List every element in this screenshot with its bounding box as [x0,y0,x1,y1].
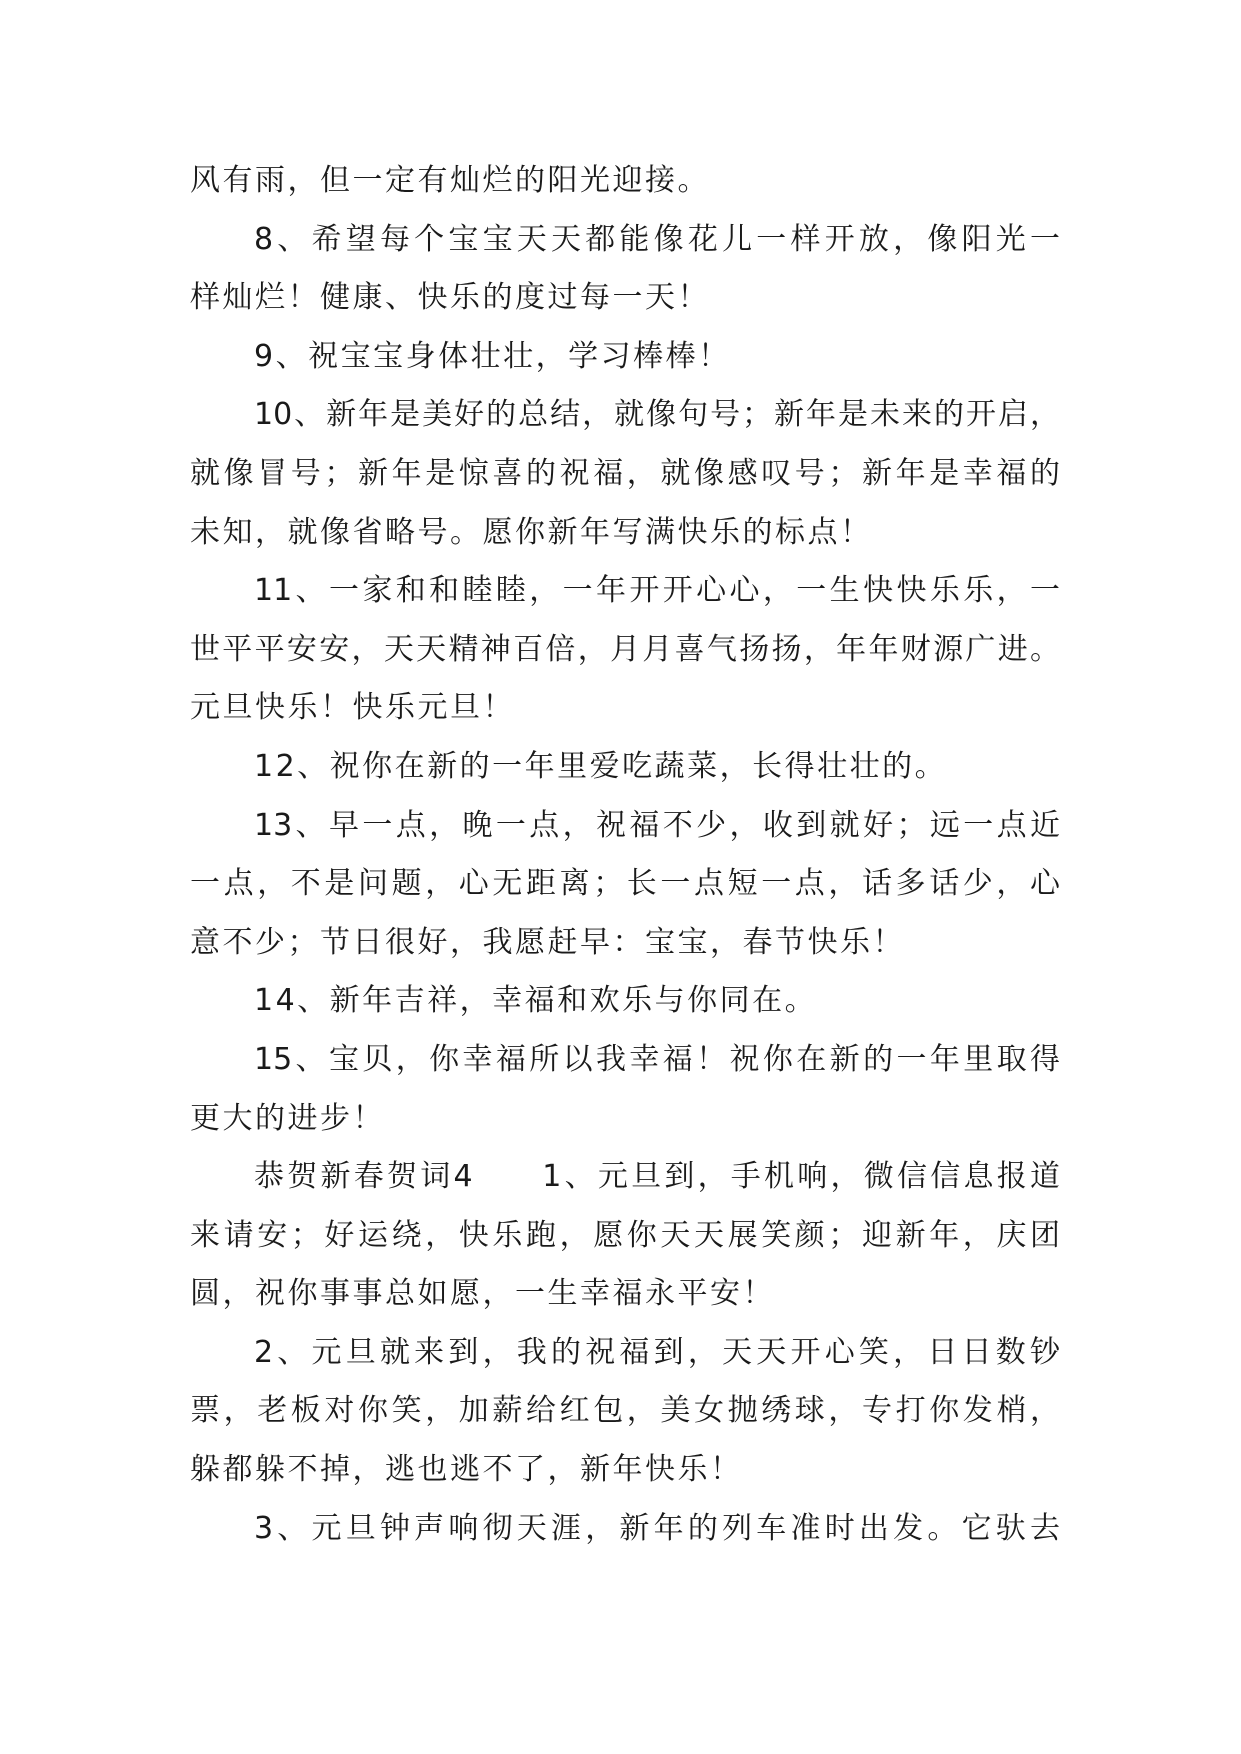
text-line: 更大的进步！ [190,1100,385,1136]
text-line: 圆，祝你事事总如愿，一生幸福永平安！ [190,1276,775,1312]
section-heading-line: 恭贺新春贺词4 1、元旦到，手机响，微信信息报道 [254,1159,1060,1195]
text-line: 12、祝你在新的一年里爱吃蔬菜，长得壮壮的。 [254,748,948,784]
text-line: 8、希望每个宝宝天天都能像花儿一样开放，像阳光一 [254,221,1060,257]
text-line: 样灿烂！健康、快乐的度过每一天！ [190,280,710,316]
text-line: 15、宝贝，你幸福所以我幸福！祝你在新的一年里取得 [254,1041,1060,1077]
text-line: 票，老板对你笑，加薪给红包，美女抛绣球，专打你发梢， [190,1393,1060,1429]
text-line: 9、祝宝宝身体壮壮，学习棒棒！ [254,338,731,374]
text-line: 世平平安安，天天精神百倍，月月喜气扬扬，年年财源广进。 [190,631,1060,667]
text-line: 意不少；节日很好，我愿赶早：宝宝，春节快乐！ [190,924,905,960]
text-line: 就像冒号；新年是惊喜的祝福，就像感叹号；新年是幸福的 [190,455,1060,491]
text-line: 3、元旦钟声响彻天涯，新年的列车准时出发。它驮去 [254,1510,1060,1546]
text-line: 风有雨，但一定有灿烂的阳光迎接。 [190,163,710,198]
text-line: 未知，就像省略号。愿你新年写满快乐的标点！ [190,514,873,550]
text-line: 10、新年是美好的总结，就像句号；新年是未来的开启， [254,397,1060,433]
document-body [190,152,1060,1558]
text-line: 13、早一点，晚一点，祝福不少，收到就好；远一点近 [254,807,1060,843]
text-line: 元旦快乐！快乐元旦！ [190,690,515,726]
text-line: 一点，不是问题，心无距离；长一点短一点，话多话少，心 [190,866,1060,902]
text-line: 11、一家和和睦睦，一年开开心心，一生快快乐乐，一 [254,573,1060,609]
text-line: 2、元旦就来到，我的祝福到，天天开心笑，日日数钞 [254,1334,1060,1370]
text-line: 来请安；好运绕，快乐跑，愿你天天展笑颜；迎新年，庆团 [190,1217,1060,1253]
text-line: 躲都躲不掉，逃也逃不了，新年快乐！ [190,1452,743,1488]
text-line: 14、新年吉祥，幸福和欢乐与你同在。 [254,983,818,1019]
